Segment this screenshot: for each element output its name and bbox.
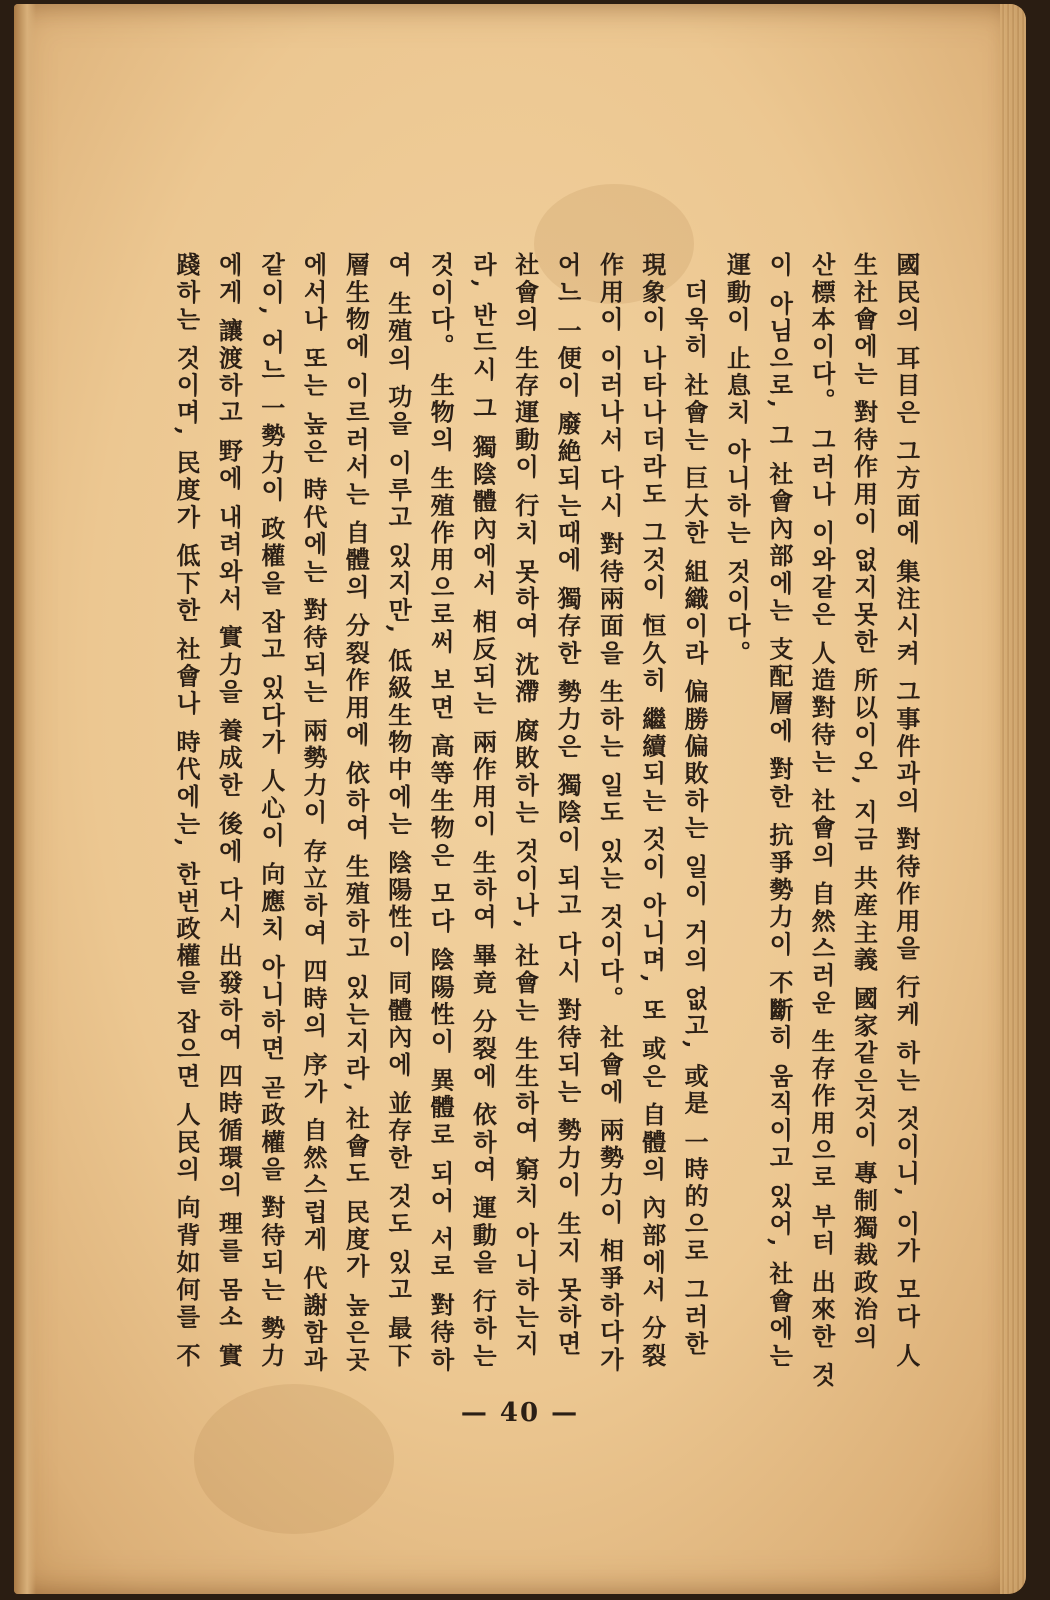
text-column: 層生物에 이르러서는 自體의 分裂作用에 依하여 生殖하고 있는지라, 社會도 民度가 높은곳 (341, 252, 371, 1374)
text-column: 에서나 또는 높은 時代에는 對待되는 兩勢力이 存立하여 四時의 序가 自然스럽게 代謝함과 (299, 252, 329, 1374)
text-column: 現象이 나타나더라도 그것이 恒久히 繼續되는 것이 아니며, 또 或은 自體의 內部에서 分裂 (637, 252, 667, 1370)
text-column: 여 生殖의 功을 이루고 있지만, 低級生物中에는 陰陽性이 同體內에 並存한 것도 있고 最下 (383, 252, 413, 1370)
text-column: 踐하는 것이며, 民度가 低下한 社會나 時代에는, 한번政權을 잡으면 人民의 向背如何를 不 (172, 252, 201, 1370)
text-column: 것이다。 生物의 生殖作用으로써 보면 高等生物은 모다 陰陽性이 異體로 되어 서로 對待하 (426, 252, 456, 1374)
text-column: 라, 반드시 그 獨陰體內에서 相反되는 兩作用이 生하여 畢竟 分裂에 依하여 運動을 行하는 (468, 252, 498, 1370)
text-column: 어느 一便이 廢絶되는때에 獨存한 勢力은 獨陰이 되고 다시 對待되는 勢力이 生지 못하면 (553, 252, 583, 1359)
text-column: 더욱히 社會는 巨大한 組織이라 偏勝偏敗하는 일이 거의 없고, 或是 一時的으로 그러한 (680, 252, 710, 1359)
book-page (14, 4, 1026, 1594)
text-column: 산標本이다。 그러나 이와같은 人造對待는 社會의 自然스러운 生存作用으로 부터 出來한 것 (807, 252, 837, 1390)
text-column: 生社會에는 對待作用이 없지못한 所以이오, 지금 共産主義 國家같은것이 專制獨裁政治의 (849, 252, 879, 1351)
page-binding (14, 4, 36, 1594)
vertical-text-block (166, 252, 926, 1402)
page-number: — 40 — (460, 1398, 580, 1428)
page-edge (1000, 4, 1026, 1594)
text-column: 같이, 어느 一勢力이 政權을 잡고 있다가 人心이 向應치 아니하면 곧政權을 對待되는 勢力 (256, 252, 286, 1370)
text-column: 運動이 止息치 아니하는 것이다。 (722, 252, 752, 668)
text-column: 國民의 耳目은 그方面에 集注시켜 그事件과의 對待作用을 行케 하는 것이니, 이가 모다 人 (891, 252, 921, 1370)
text-column: 이 아님으로, 그 社會內部에는 支配層에 對한 抗爭勢力이 不斷히 움직이고 있어, 社會에는 (764, 252, 794, 1370)
text-column: 作用이 이러나서 다시 對待兩面을 生하는 일도 있는 것이다。 社會에 兩勢力이 相爭하다가 (595, 252, 625, 1374)
text-column: 에게 讓渡하고 野에 내려와서 實力을 養成한 後에 다시 出發하여 四時循環의 理를 몸소 實 (214, 252, 244, 1370)
text-column: 社會의 生存運動이 行치 못하여 沈滯 腐敗하는 것이나, 社會는 生生하여 窮치 아니하는지 (510, 252, 540, 1359)
